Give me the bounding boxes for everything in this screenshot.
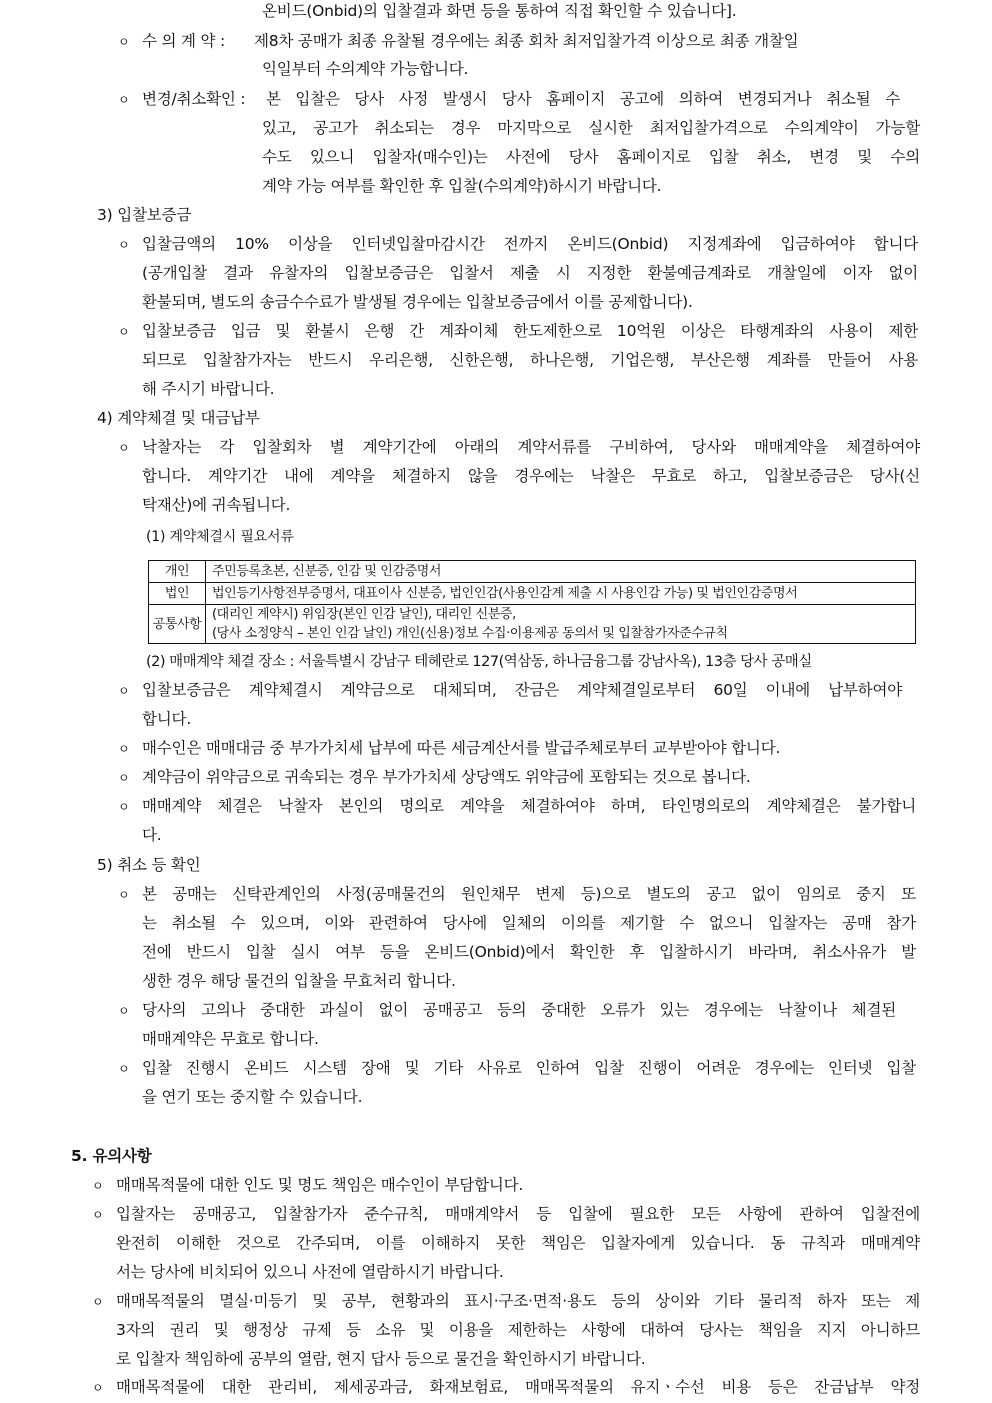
subsection-heading: 3) 입찰보증금 — [97, 206, 192, 224]
text-line: 3자의 권리 및 행정상 규제 등 소유 및 이용을 제한하는 사항에 대하여 당사는 책임을 지지 아니하므 — [116, 1321, 920, 1339]
text-line: 입찰보증금은 계약체결시 계약금으로 대체되며, 잔금은 계약체결일로부터 60일 이내에 납부하여야 — [142, 681, 902, 699]
text-line: 본 입찰은 당사 사정 발생시 당사 홈페이지 공고에 의하여 변경되거나 취소될 수 — [266, 90, 900, 108]
text-line: 입찰보증금 입금 및 환불시 은행 간 계좌이체 한도제한으로 10억원 이상은 타행계좌의 사용이 제한 — [142, 322, 918, 340]
bullet-icon: ㅇ — [92, 1208, 104, 1222]
bullet-icon: ㅇ — [118, 800, 130, 814]
bullet-icon: ㅇ — [118, 888, 130, 902]
text-line: 매수인은 매매대금 중 부가가치세 납부에 따른 세금계산서를 발급주체로부터 교부받아야 합니다. — [142, 739, 781, 757]
text-line: (공개입찰 결과 유찰자의 입찰보증금은 입찰서 제출 시 지정한 환불예금계좌로 개찰일에 이자 없이 — [142, 264, 918, 282]
bullet-icon: ㅇ — [118, 742, 130, 756]
table-row — [149, 561, 916, 583]
bullet-icon: ㅇ — [92, 1295, 104, 1309]
bullet-icon: ㅇ — [118, 684, 130, 698]
text-line: 입찰자는 공매공고, 입찰참가자 준수규칙, 매매계약서 등 입찰에 필요한 모든 사항에 관하여 입찰전에 — [116, 1205, 920, 1223]
text-line: 매매목적물의 멸실·미등기 및 공부, 현황과의 표시·구조·면적·용도 등의 상이와 기타 물리적 하자 또는 제 — [116, 1292, 920, 1310]
subsection-heading: 4) 계약체결 및 대금납부 — [97, 409, 260, 427]
bullet-icon: ㅇ — [118, 1004, 130, 1018]
text-line: 수도 있으니 입찰자(매수인)는 사전에 당사 홈페이지로 입찰 취소, 변경 및 수의 — [262, 148, 920, 166]
bullet-icon: ㅇ — [118, 93, 130, 107]
bullet-icon: ㅇ — [118, 441, 130, 455]
text-line: 낙찰자는 각 입찰회차 별 계약기간에 아래의 계약서류를 구비하여, 당사와 매매계약을 체결하여야 — [142, 438, 920, 456]
table-row-header: 공통사항 — [149, 605, 206, 644]
table-cell: 주민등록초본, 신분증, 인감 및 인감증명서 — [206, 561, 916, 583]
text-line: 다. — [142, 826, 162, 844]
text-line: (2) 매매계약 체결 장소 : 서울특별시 강남구 테헤란로 127(역삼동, 하나금융그룹 강남사옥), 13층 당사 공매실 — [146, 654, 812, 670]
text-line: 을 연기 또는 중지할 수 있습니다. — [142, 1088, 363, 1106]
table-row — [149, 583, 916, 605]
text-line: 생한 경우 해당 물건의 입찰을 무효처리 합니다. — [142, 972, 456, 990]
bullet-icon: ㅇ — [118, 238, 130, 252]
text-line: 계약 가능 여부를 확인한 후 입찰(수의계약)하시기 바랍니다. — [262, 177, 662, 195]
bullet-icon: ㅇ — [118, 1062, 130, 1076]
text-line: 입찰 진행시 온비드 시스템 장애 및 기타 사유로 인하여 입찰 진행이 어려운 경우에는 인터넷 입찰 — [142, 1059, 916, 1077]
text-line: 본 공매는 신탁관계인의 사정(공매물건의 원인채무 변제 등)으로 별도의 공고 없이 임의로 중지 또 — [142, 885, 916, 903]
item-label: 변경/취소확인 : — [142, 90, 246, 108]
text-line: 온비드(Onbid)의 입찰결과 화면 등을 통하여 직접 확인할 수 있습니다]. — [262, 2, 737, 20]
table-cell: 법인등기사항전부증명서, 대표이사 신분증, 법인인감(사용인감계 제출 시 사용인감 가능) 및 법인인감증명서 — [206, 583, 916, 605]
text-line: 되므로 입찰참가자는 반드시 우리은행, 신한은행, 하나은행, 기업은행, 부산은행 계좌를 만들어 사용 — [142, 351, 918, 369]
text-line: 완전히 이해한 것으로 간주되며, 이를 이해하지 못한 책임은 입찰자에게 있습니다. 동 규칙과 매매계약 — [116, 1234, 920, 1252]
text-line: 제8차 공매가 최종 유찰될 경우에는 최종 회차 최저입찰가격 이상으로 최종 개찰일 — [254, 32, 799, 50]
text-line: 매매목적물에 대한 인도 및 명도 책임은 매수인이 부담합니다. — [116, 1176, 524, 1194]
table-cell — [206, 605, 916, 644]
text-line: 익일부터 수의계약 가능합니다. — [262, 60, 469, 78]
bullet-icon: ㅇ — [92, 1381, 104, 1395]
text-line: 는 취소될 수 있으며, 이와 관련하여 당사에 일체의 이의를 제기할 수 없으니 입찰자는 공매 참가 — [142, 914, 916, 932]
text-line: 매매계약은 무효로 합니다. — [142, 1030, 319, 1048]
text-line: 합니다. 계약기간 내에 계약을 체결하지 않을 경우에는 낙찰은 무효로 하고, 입찰보증금은 당사(신 — [142, 467, 920, 485]
subsection-heading: 5) 취소 등 확인 — [97, 856, 201, 874]
text-line: 로 입찰자 책임하에 공부의 열람, 현지 답사 등으로 물건을 확인하시기 바랍니다. — [116, 1350, 646, 1368]
text-line: 환불되며, 별도의 송금수수료가 발생될 경우에는 입찰보증금에서 이를 공제합니다). — [142, 293, 693, 311]
text-line: 당사의 고의나 중대한 과실이 없이 공매공고 등의 중대한 오류가 있는 경우에는 낙찰이나 체결된 — [142, 1001, 896, 1019]
section-heading: 5. 유의사항 — [71, 1147, 152, 1165]
text-line: 입찰금액의 10% 이상을 인터넷입찰마감시간 전까지 온비드(Onbid) 지정계좌에 입금하여야 합니다 — [142, 235, 918, 253]
text-line: (1) 계약체결시 필요서류 — [146, 529, 294, 545]
text-line: 계약금이 위약금으로 귀속되는 경우 부가가치세 상당액도 위약금에 포함되는 것으로 봅니다. — [142, 768, 751, 786]
bullet-icon: ㅇ — [118, 325, 130, 339]
text-line: 매매목적물에 대한 관리비, 제세공과금, 화재보험료, 매매목적물의 유지ㆍ수선 비용 등은 잔금납부 약정 — [116, 1378, 920, 1396]
text-line: 매매계약 체결은 낙찰자 본인의 명의로 계약을 체결하여야 하며, 타인명의로의 계약체결은 불가합니 — [142, 797, 916, 815]
text-line: 해 주시기 바랍니다. — [142, 380, 275, 398]
text-line: 서는 당사에 비치되어 있으니 사전에 열람하시기 바랍니다. — [116, 1263, 504, 1281]
required-documents-table — [148, 560, 916, 644]
bullet-icon: ㅇ — [118, 771, 130, 785]
text-line: 합니다. — [142, 710, 192, 728]
item-label: 수 의 계 약 : — [142, 32, 226, 50]
text-line: 탁재산)에 귀속됩니다. — [142, 496, 291, 514]
table-row-header: 개인 — [149, 561, 206, 583]
text-line: 있고, 공고가 취소되는 경우 마지막으로 실시한 최저입찰가격으로 수의계약이 가능할 — [262, 119, 920, 137]
text-line: 전에 반드시 입찰 실시 여부 등을 온비드(Onbid)에서 확인한 후 입찰하시기 바라며, 취소사유가 발 — [142, 943, 916, 961]
bullet-icon: ㅇ — [92, 1179, 104, 1193]
table-cell-line: (당사 소정양식 – 본인 인감 날인) 개인(신용)정보 수집·이용제공 동의서 및 입찰참가자준수규칙 — [212, 626, 728, 641]
table-cell-line: (대리인 계약시) 위임장(본인 인감 날인), 대리인 신분증, — [212, 607, 516, 622]
table-row-header: 법인 — [149, 583, 206, 605]
table-row — [149, 605, 916, 644]
bullet-icon: ㅇ — [118, 35, 130, 49]
